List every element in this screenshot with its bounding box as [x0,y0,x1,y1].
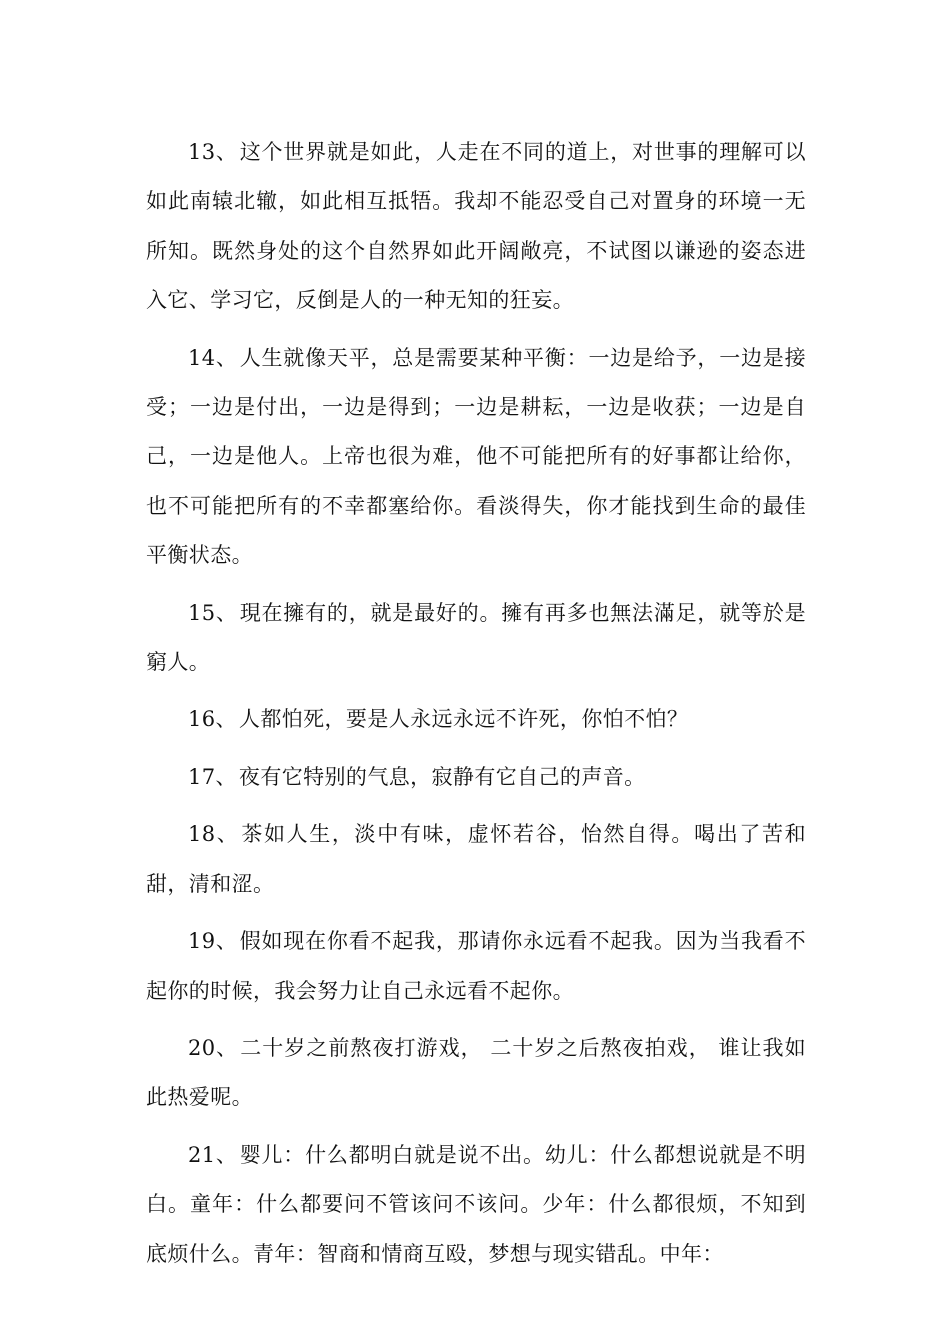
paragraph-number: 17、 [188,764,237,789]
paragraph-text: 这个世界就是如此，人走在不同的道上，对世事的理解可以如此南辕北辙，如此相互抵牾。我却不能忍受自己对置身的环境一无所知。既然身处的这个自然界如此开阔敞亮，不试图以谦逊的姿态进入它、学习它，反倒是人的一种无知的狂妄。 [146,140,806,313]
paragraph-17 [146,753,806,802]
paragraph-20 [146,1024,806,1123]
paragraph-text: 人生就像天平，总是需要某种平衡：一边是给予，一边是接受；一边是付出，一边是得到；一边是耕耘，一边是收获；一边是自己，一边是他人。上帝也很为难，他不可能把所有的好事都让给你，也不可能把所有的不幸都塞给你。看淡得失，你才能找到生命的最佳平衡状态。 [146,345,806,568]
paragraph-number: 14、 [188,345,238,370]
paragraph-18 [146,810,806,909]
paragraph-number: 20、 [188,1035,239,1060]
paragraph-text: 夜有它特别的气息，寂静有它自己的声音。 [238,764,646,789]
paragraph-text: 婴儿：什么都明白就是说不出。幼儿：什么都想说就是不明白。童年：什么都要问不管该问不该问。少年：什么都很烦，不知到底烦什么。青年：智商和情商互殴，梦想与现实错乱。中年： [146,1142,806,1266]
paragraph-number: 19、 [188,929,238,954]
paragraph-15 [146,589,806,688]
document-body [146,128,806,1287]
paragraph-21 [146,1131,806,1279]
paragraph-text: 茶如人生，淡中有味，虚怀若谷，怡然自得。喝出了苦和甜，清和涩。 [146,822,806,896]
paragraph-text: 假如现在你看不起我，那请你永远看不起我。因为当我看不起你的时候，我会努力让自己永远看不起你。 [146,929,806,1003]
paragraph-14 [146,334,806,581]
paragraph-number: 21、 [188,1142,238,1167]
paragraph-text: 現在擁有的，就是最好的。擁有再多也無法滿足，就等於是窮人。 [146,600,806,675]
paragraph-16 [146,695,806,744]
paragraph-number: 13、 [188,140,238,164]
paragraph-number: 18、 [188,822,240,847]
paragraph-number: 15、 [188,600,238,625]
paragraph-number: 16、 [188,707,237,732]
paragraph-text: 二十岁之前熬夜打游戏， 二十岁之后熬夜拍戏， 谁让我如此热爱呢。 [146,1035,806,1110]
paragraph-text: 人都怕死，要是人永远永远不许死，你怕不怕？ [238,707,689,732]
paragraph-13 [146,128,806,326]
paragraph-19 [146,917,806,1016]
